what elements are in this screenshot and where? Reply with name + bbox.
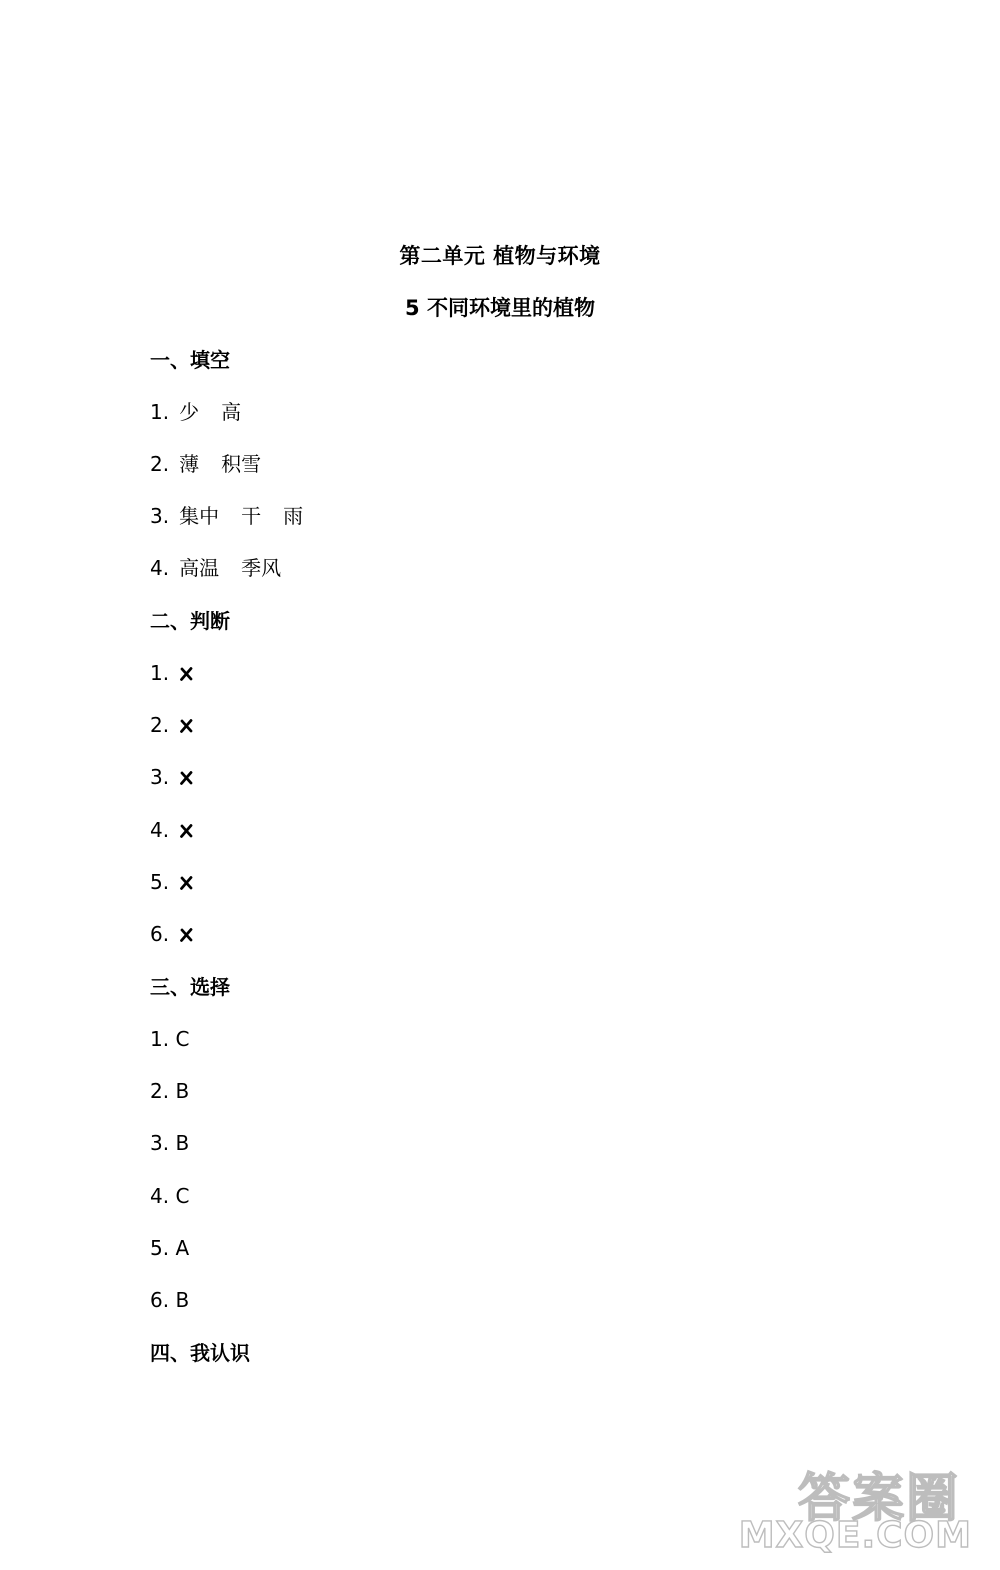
choice-item <box>150 1181 189 1211</box>
answer-text: A <box>175 1236 190 1260</box>
answer-text: B <box>175 1131 190 1155</box>
answer-text: 高 <box>221 400 242 424</box>
item-number: 4. <box>150 818 170 842</box>
item-number: 2. <box>150 1079 170 1103</box>
choice-item <box>150 1233 189 1263</box>
cross-mark-icon <box>179 876 193 890</box>
lesson-title: 5 不同环境里的植物 <box>405 296 595 320</box>
watermark-logo <box>680 1456 980 1556</box>
item-number: 6. <box>150 1288 170 1312</box>
judge-item <box>150 867 193 897</box>
judge-item <box>150 919 193 949</box>
item-number: 4. <box>150 556 170 580</box>
item-number: 5. <box>150 1236 170 1260</box>
judge-item <box>150 815 193 845</box>
judge-item <box>150 762 193 792</box>
section-heading-judge: 二、判断 <box>150 609 230 633</box>
cross-mark-icon <box>179 667 193 681</box>
item-number: 4. <box>150 1184 170 1208</box>
cross-mark-icon <box>179 928 193 942</box>
fill-blank-item <box>150 449 261 479</box>
item-number: 2. <box>150 452 170 476</box>
item-number: 6. <box>150 922 170 946</box>
cross-mark-icon <box>179 719 193 733</box>
answer-text: 少 <box>179 400 200 424</box>
fill-blank-item <box>150 553 281 583</box>
fill-blank-item <box>150 501 303 531</box>
cross-mark-icon <box>179 824 193 838</box>
choice-item <box>150 1128 189 1158</box>
section-heading-recognize: 四、我认识 <box>150 1341 250 1365</box>
answer-text: 高温 <box>179 556 220 580</box>
judge-item <box>150 710 193 740</box>
cross-mark-icon <box>179 771 193 785</box>
item-number: 1. <box>150 400 170 424</box>
choice-item <box>150 1285 189 1315</box>
answer-text: 雨 <box>283 504 304 528</box>
unit-title: 第二单元 植物与环境 <box>399 244 601 268</box>
item-number: 3. <box>150 765 170 789</box>
choice-item <box>150 1076 189 1106</box>
answer-text: C <box>175 1184 190 1208</box>
answer-text: 季风 <box>241 556 282 580</box>
section-heading-fill-blank: 一、填空 <box>150 348 230 372</box>
answer-text: 积雪 <box>221 452 262 476</box>
answer-text: B <box>175 1288 190 1312</box>
item-number: 1. <box>150 661 170 685</box>
watermark-bottom-text: MXQE.COM <box>738 1515 972 1556</box>
item-number: 5. <box>150 870 170 894</box>
watermark-top-text: 答案圈 <box>797 1469 960 1529</box>
answer-text: 集中 <box>179 504 220 528</box>
answer-text: B <box>175 1079 190 1103</box>
section-heading-choice: 三、选择 <box>150 975 230 999</box>
fill-blank-item <box>150 397 241 427</box>
item-number: 3. <box>150 1131 170 1155</box>
answer-text: 薄 <box>179 452 200 476</box>
judge-item <box>150 658 193 688</box>
answer-text: C <box>175 1027 190 1051</box>
item-number: 3. <box>150 504 170 528</box>
choice-item <box>150 1024 189 1054</box>
answer-text: 干 <box>241 504 262 528</box>
item-number: 1. <box>150 1027 170 1051</box>
item-number: 2. <box>150 713 170 737</box>
